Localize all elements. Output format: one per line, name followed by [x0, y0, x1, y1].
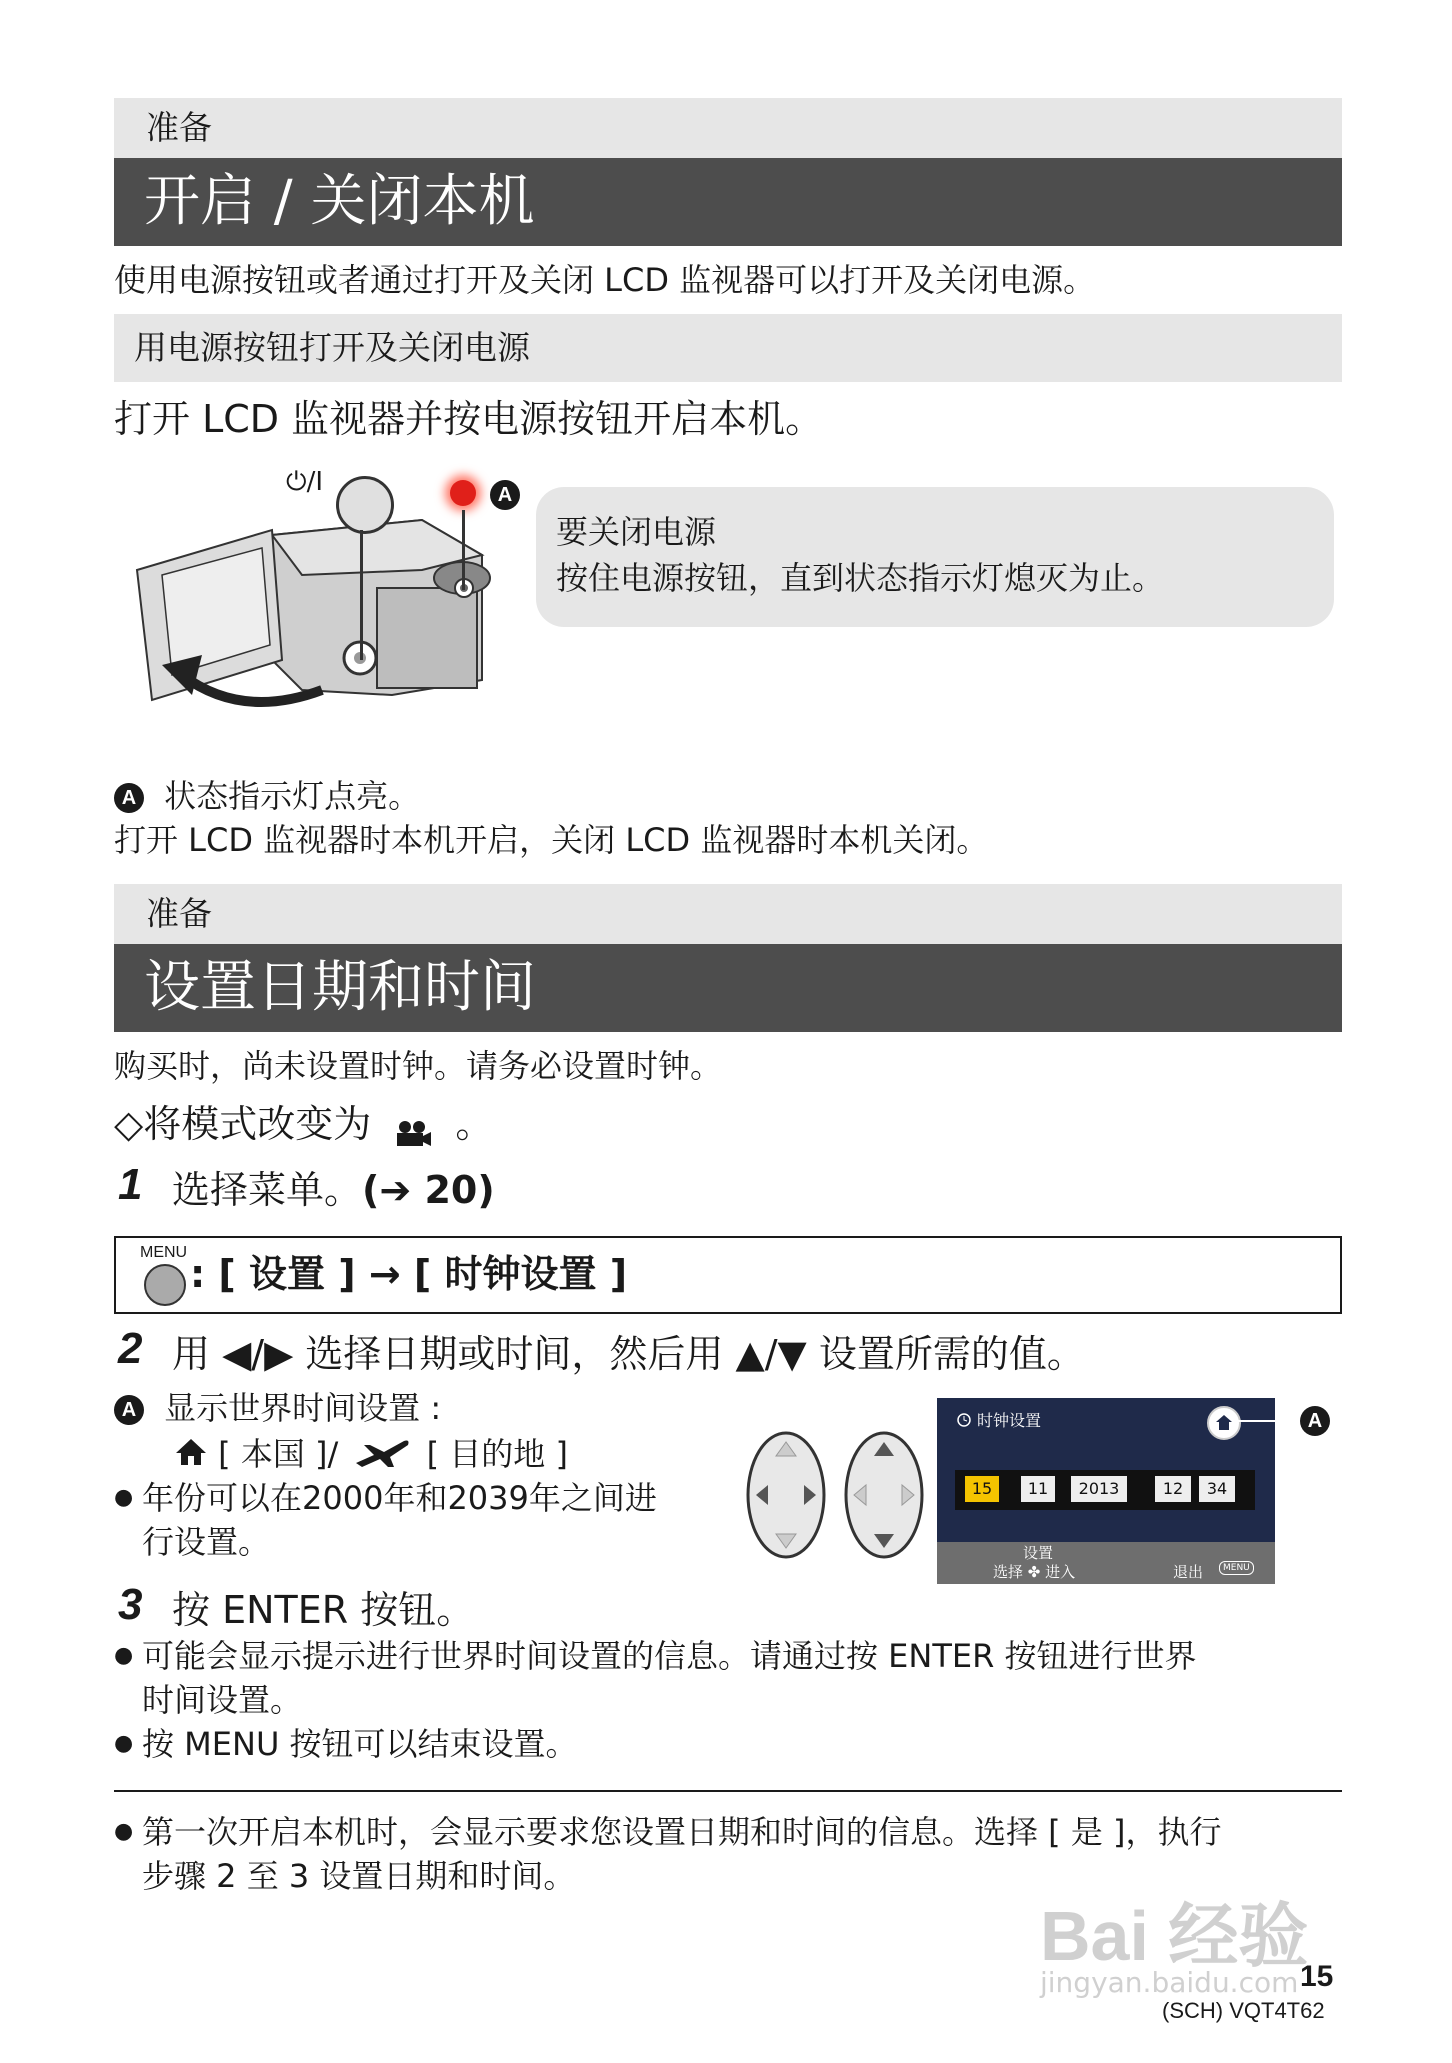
mode-line: ◇将模式改变为 。	[114, 1102, 494, 1146]
step-3-text: 按 ENTER 按钮。	[172, 1588, 475, 1632]
marker-a-icon: A	[114, 783, 144, 813]
clock-icon	[957, 1412, 971, 1431]
world-time-line: A 显示世界时间设置 :	[114, 1386, 441, 1430]
step-3-note-2: ● 按 MENU 按钮可以结束设置。	[142, 1722, 578, 1766]
caption-a: A 状态指示灯点亮。	[114, 774, 420, 818]
led-pointer-line	[462, 510, 465, 590]
footer-note-cont: 步骤 2 至 3 设置日期和时间。	[142, 1857, 576, 1895]
year-note-cont: 行设置。	[142, 1523, 271, 1561]
clock-intro: 购买时，尚未设置时钟。请务必设置时钟。	[114, 1047, 723, 1085]
baidu-watermark: Bai 经验	[1040, 1897, 1309, 1975]
page-number: 15	[1300, 1960, 1334, 1993]
prep-label: 准备	[114, 98, 1342, 158]
lcd-set-label: 设置	[1023, 1544, 1054, 1562]
airplane-icon	[354, 1434, 410, 1478]
baidu-watermark-url: jingyan.baidu.com	[1040, 1966, 1299, 1999]
section-title-power: 开启 / 关闭本机	[114, 158, 1342, 246]
video-mode-icon	[393, 1113, 433, 1141]
clock-setting-screen	[937, 1398, 1275, 1584]
section-title-clock: 设置日期和时间	[114, 944, 1342, 1032]
minute-field: 34	[1199, 1476, 1235, 1502]
power-instruction: 打开 LCD 监视器并按电源按钮开启本机。	[114, 397, 824, 441]
step-3-note-1: ● 可能会显示提示进行世界时间设置的信息。请通过按 ENTER 按钮进行世界	[142, 1634, 1197, 1678]
year-note: ● 年份可以在2000年和2039年之间进	[142, 1476, 657, 1520]
lcd-title: 时钟设置	[977, 1411, 1042, 1430]
home-icon	[1207, 1406, 1241, 1440]
led-lit-icon	[450, 480, 476, 506]
marker-a-icon: A	[114, 1395, 144, 1425]
home-icon	[174, 1434, 208, 1478]
marker-a-icon: A	[490, 480, 520, 510]
dpad-up-down-icon	[746, 1430, 826, 1564]
note-text: 按住电源按钮，直到状态指示灯熄灭为止。	[556, 559, 1165, 597]
divider	[114, 1790, 1342, 1792]
lcd-select-enter: 选择 ✤ 进入	[993, 1563, 1076, 1581]
hour-field: 12	[1155, 1476, 1191, 1502]
dpad-left-right-icon	[844, 1430, 924, 1564]
menu-icon: MENU	[1219, 1561, 1254, 1575]
day-field: 15	[965, 1476, 999, 1502]
footer-note: ● 第一次开启本机时，会显示要求您设置日期和时间的信息。选择 [ 是 ]，执行	[142, 1810, 1222, 1854]
caption-lcd: 打开 LCD 监视器时本机开启，关闭 LCD 监视器时本机关闭。	[114, 821, 989, 859]
power-symbol-label: ⏻/I	[286, 467, 323, 497]
model-code: (SCH) VQT4T62	[1162, 1998, 1325, 2023]
pointer-line	[360, 530, 363, 660]
marker-line	[1237, 1420, 1277, 1422]
lcd-exit: 退出	[1173, 1563, 1204, 1581]
step-3-number: 3	[118, 1580, 143, 1629]
power-intro: 使用电源按钮或者通过打开及关闭 LCD 监视器可以打开及关闭电源。	[114, 261, 1096, 299]
subheading-power-button: 用电源按钮打开及关闭电源	[114, 314, 1342, 382]
step-1-text: 选择菜单。(➔ 20)	[172, 1168, 495, 1212]
step-1-number: 1	[118, 1160, 143, 1209]
step-3-note-1-cont: 时间设置。	[142, 1681, 303, 1719]
step-2-number: 2	[118, 1324, 143, 1373]
note-title: 要关闭电源	[556, 513, 717, 551]
step-2-text: 用 ◀/▶ 选择日期或时间，然后用 ▲/▼ 设置所需的值。	[172, 1332, 1085, 1376]
home-destination-line: [ 本国 ]/ [ 目的地 ]	[174, 1432, 568, 1478]
prep-label: 准备	[114, 884, 1342, 944]
month-field: 11	[1021, 1476, 1055, 1502]
power-button-icon	[336, 476, 394, 534]
menu-path: : [ 设置 ] → [ 时钟设置 ]	[190, 1252, 628, 1296]
menu-label: MENU	[140, 1244, 188, 1261]
menu-button-icon	[144, 1264, 186, 1306]
marker-a-icon: A	[1300, 1406, 1330, 1436]
year-field: 2013	[1071, 1476, 1127, 1502]
